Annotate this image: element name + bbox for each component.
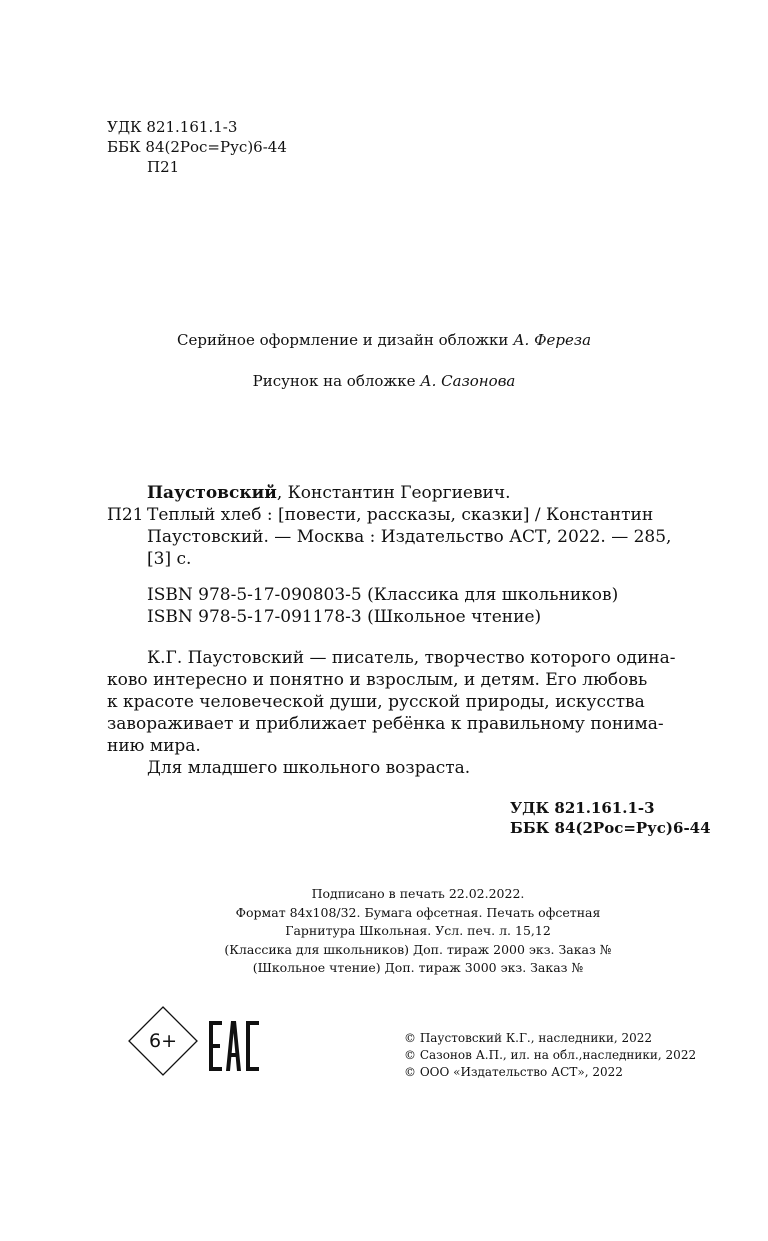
bbk-code: ББК 84(2Рос=Рус)6-44 [107, 138, 287, 156]
annotation-line: К.Г. Паустовский — писатель, творчество которого одина- [147, 648, 676, 668]
design-credits [0, 330, 768, 391]
catalog-description-line: [3] с. [147, 549, 192, 569]
catalog-record [107, 482, 707, 628]
eac-mark [207, 1019, 261, 1073]
age-rating-label: 6+ [148, 1030, 177, 1052]
imprint-line: (Школьное чтение) Доп. тираж 3000 экз. Заказ № [252, 960, 584, 975]
bbk-code-bottom: ББК 84(2Рос=Рус)6-44 [510, 819, 711, 837]
copyright-line: © ООО «Издательство АСТ», 2022 [404, 1065, 623, 1079]
cover-designer-name: А. Фереза [513, 331, 592, 349]
udk-bottom-block [510, 798, 711, 838]
copyright-block [404, 1030, 696, 1081]
isbn-list [107, 584, 707, 628]
imprint-line: Формат 84х108/32. Бумага офсетная. Печать офсетная [235, 904, 601, 920]
udk-code-bottom: УДК 821.161.1-3 [510, 799, 655, 817]
copyright-line: © Сазонов А.П., ил. на обл.,наследники, 2022 [404, 1048, 697, 1062]
age-rating-badge [128, 1006, 198, 1076]
imprint-line: (Классика для школьников) Доп. тираж 2000 экз. Заказ № [224, 941, 612, 957]
cover-illustration-label: Рисунок на обложке [252, 372, 416, 390]
author-sign: П21 [147, 158, 180, 176]
udk-code: УДК 821.161.1-3 [107, 118, 238, 136]
isbn-line: ISBN 978-5-17-091178-3 (Школьное чтение) [147, 607, 542, 627]
annotation-line: завораживает и приближает ребёнка к правильному понима- [107, 714, 664, 734]
cover-design-label: Серийное оформление и дизайн обложки [176, 331, 509, 349]
cover-illustration-credit [0, 371, 768, 391]
imprint-line: Гарнитура Школьная. Усл. печ. л. 15,12 [285, 923, 551, 938]
author-name: , Константин Георгиевич. [276, 483, 511, 503]
age-recommendation: Для младшего школьного возраста. [147, 758, 471, 778]
annotation-line: нию мира. [107, 736, 201, 756]
annotation-line: к красоте человеческой души, русской природы, искусства [107, 692, 645, 712]
catalog-description-line: Теплый хлеб : [повести, рассказы, сказки] / Константин [147, 505, 654, 525]
annotation [107, 647, 700, 779]
imprint [0, 885, 768, 978]
annotation-line: ково интересно и понятно и взрослым, и детям. Его любовь [107, 670, 648, 690]
cover-illustrator-name: А. Сазонова [420, 372, 516, 390]
cover-design-credit [0, 330, 768, 350]
udk-top-block [107, 117, 287, 177]
eac-logo-icon [207, 1019, 261, 1073]
author-surname: Паустовский [147, 483, 277, 503]
copyright-line: © Паустовский К.Г., наследники, 2022 [404, 1031, 653, 1045]
imprint-line: Подписано в печать 22.02.2022. [311, 886, 525, 901]
catalog-description-row [107, 504, 707, 570]
catalog-code: П21 [107, 505, 144, 525]
catalog-description-line: Паустовский. — Москва : Издательство АСТ, 2022. — 285, [147, 527, 672, 547]
catalog-author [107, 482, 707, 504]
isbn-line: ISBN 978-5-17-090803-5 (Классика для школьников) [147, 585, 619, 605]
